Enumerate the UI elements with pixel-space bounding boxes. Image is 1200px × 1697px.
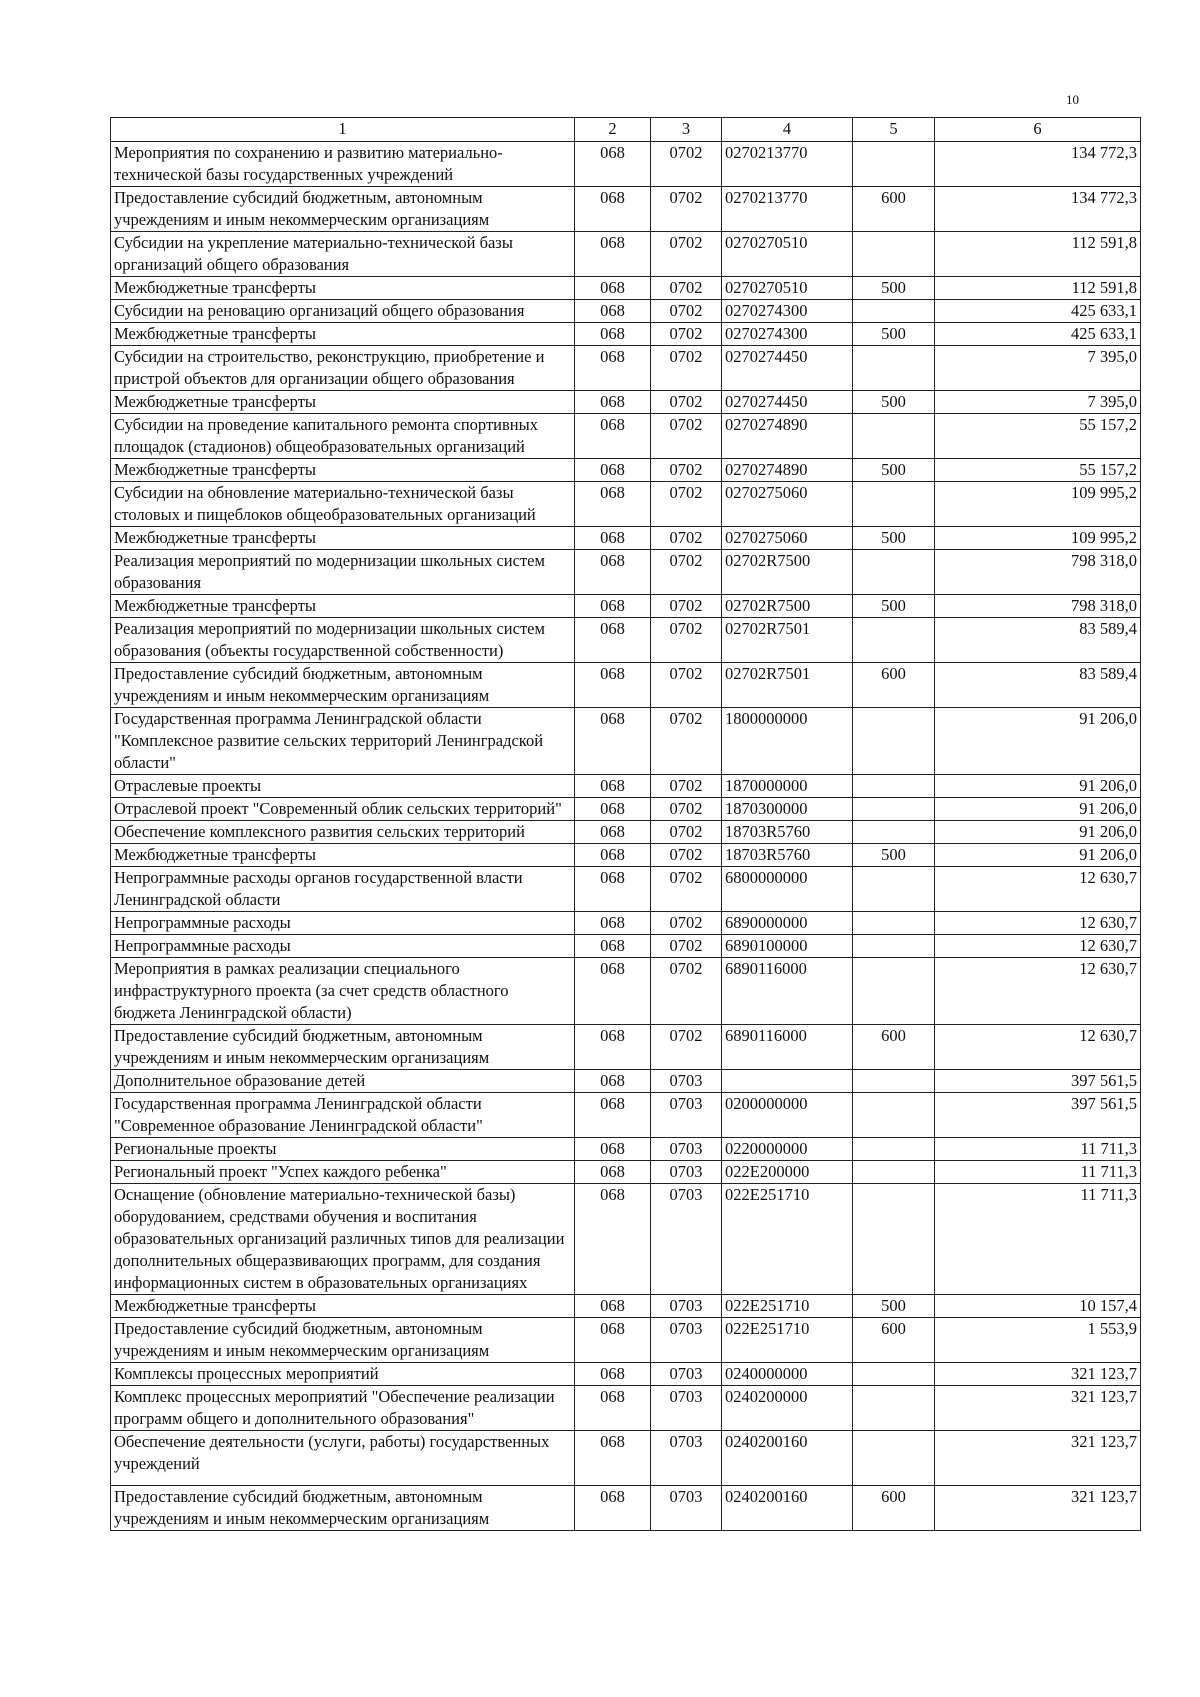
table-row xyxy=(111,618,1141,663)
section-code-cell: 0702 xyxy=(651,459,722,482)
section-code-cell: 0703 xyxy=(651,1138,722,1161)
amount-cell: 12 630,7 xyxy=(935,935,1141,958)
expense-type-cell: 600 xyxy=(853,187,935,232)
item-name-cell: Мероприятия по сохранению и развитию материально-технической базы государственных учреждений xyxy=(111,142,575,187)
amount-cell: 134 772,3 xyxy=(935,142,1141,187)
ministry-code-cell: 068 xyxy=(575,935,651,958)
item-name-cell: Оснащение (обновление материально-технической базы) оборудованием, средствами обучения и воспитания образовательных организаций различных типов для реализации дополнительных общеразвивающих программ, для создания информационных систем в образовательных организациях xyxy=(111,1184,575,1295)
expense-type-cell xyxy=(853,798,935,821)
ministry-code-cell: 068 xyxy=(575,798,651,821)
section-code-cell: 0702 xyxy=(651,232,722,277)
table-row xyxy=(111,414,1141,459)
amount-cell: 83 589,4 xyxy=(935,663,1141,708)
ministry-code-cell: 068 xyxy=(575,844,651,867)
expense-type-cell xyxy=(853,482,935,527)
expense-type-cell xyxy=(853,1161,935,1184)
expense-type-cell xyxy=(853,1184,935,1295)
section-code-cell: 0703 xyxy=(651,1386,722,1431)
target-article-cell: 6890100000 xyxy=(722,935,853,958)
expense-type-cell: 600 xyxy=(853,1025,935,1070)
table-row xyxy=(111,323,1141,346)
target-article-cell xyxy=(722,1070,853,1093)
section-code-cell: 0702 xyxy=(651,708,722,775)
target-article-cell: 0270274300 xyxy=(722,300,853,323)
ministry-code-cell: 068 xyxy=(575,142,651,187)
amount-cell: 11 711,3 xyxy=(935,1184,1141,1295)
ministry-code-cell: 068 xyxy=(575,1486,651,1531)
section-code-cell: 0702 xyxy=(651,346,722,391)
item-name-cell: Субсидии на укрепление материально-технической базы организаций общего образования xyxy=(111,232,575,277)
table-row xyxy=(111,595,1141,618)
section-code-cell: 0703 xyxy=(651,1184,722,1295)
section-code-cell: 0702 xyxy=(651,1025,722,1070)
item-name-cell: Обеспечение комплексного развития сельских территорий xyxy=(111,821,575,844)
amount-cell: 83 589,4 xyxy=(935,618,1141,663)
ministry-code-cell: 068 xyxy=(575,323,651,346)
table-row xyxy=(111,1363,1141,1386)
target-article-cell: 0240000000 xyxy=(722,1363,853,1386)
amount-cell: 7 395,0 xyxy=(935,346,1141,391)
target-article-cell: 0270274890 xyxy=(722,459,853,482)
section-code-cell: 0703 xyxy=(651,1431,722,1486)
table-row xyxy=(111,1070,1141,1093)
amount-cell: 112 591,8 xyxy=(935,232,1141,277)
ministry-code-cell: 068 xyxy=(575,1318,651,1363)
amount-cell: 321 123,7 xyxy=(935,1386,1141,1431)
column-header: 1 xyxy=(111,118,575,142)
item-name-cell: Государственная программа Ленинградской области "Современное образование Ленинградской области" xyxy=(111,1093,575,1138)
item-name-cell: Комплекс процессных мероприятий "Обеспечение реализации программ общего и дополнительного образования" xyxy=(111,1386,575,1431)
item-name-cell: Межбюджетные трансферты xyxy=(111,527,575,550)
target-article-cell: 0220000000 xyxy=(722,1138,853,1161)
ministry-code-cell: 068 xyxy=(575,618,651,663)
table-row xyxy=(111,1386,1141,1431)
section-code-cell: 0702 xyxy=(651,550,722,595)
ministry-code-cell: 068 xyxy=(575,1431,651,1486)
section-code-cell: 0703 xyxy=(651,1093,722,1138)
table-row xyxy=(111,459,1141,482)
ministry-code-cell: 068 xyxy=(575,1184,651,1295)
section-code-cell: 0702 xyxy=(651,277,722,300)
target-article-cell: 022E251710 xyxy=(722,1295,853,1318)
section-code-cell: 0702 xyxy=(651,663,722,708)
item-name-cell: Межбюджетные трансферты xyxy=(111,277,575,300)
section-code-cell: 0702 xyxy=(651,935,722,958)
section-code-cell: 0702 xyxy=(651,867,722,912)
expense-type-cell: 500 xyxy=(853,595,935,618)
target-article-cell: 6800000000 xyxy=(722,867,853,912)
item-name-cell: Отраслевой проект "Современный облик сельских территорий" xyxy=(111,798,575,821)
table-row xyxy=(111,798,1141,821)
item-name-cell: Субсидии на строительство, реконструкцию, приобретение и пристрой объектов для организации общего образования xyxy=(111,346,575,391)
item-name-cell: Межбюджетные трансферты xyxy=(111,595,575,618)
table-row xyxy=(111,775,1141,798)
amount-cell: 7 395,0 xyxy=(935,391,1141,414)
amount-cell: 12 630,7 xyxy=(935,867,1141,912)
column-header: 5 xyxy=(853,118,935,142)
section-code-cell: 0703 xyxy=(651,1363,722,1386)
section-code-cell: 0702 xyxy=(651,798,722,821)
item-name-cell: Субсидии на проведение капитального ремонта спортивных площадок (стадионов) общеобразовательных организаций xyxy=(111,414,575,459)
table-row xyxy=(111,663,1141,708)
ministry-code-cell: 068 xyxy=(575,1025,651,1070)
item-name-cell: Региональный проект "Успех каждого ребенка" xyxy=(111,1161,575,1184)
ministry-code-cell: 068 xyxy=(575,1093,651,1138)
expense-type-cell: 500 xyxy=(853,323,935,346)
section-code-cell: 0702 xyxy=(651,414,722,459)
section-code-cell: 0703 xyxy=(651,1161,722,1184)
table-row xyxy=(111,1295,1141,1318)
section-code-cell: 0702 xyxy=(651,618,722,663)
ministry-code-cell: 068 xyxy=(575,708,651,775)
table-row xyxy=(111,1093,1141,1138)
amount-cell: 134 772,3 xyxy=(935,187,1141,232)
target-article-cell: 1800000000 xyxy=(722,708,853,775)
section-code-cell: 0702 xyxy=(651,527,722,550)
item-name-cell: Предоставление субсидий бюджетным, автономным учреждениям и иным некоммерческим организациям xyxy=(111,1486,575,1531)
expense-type-cell: 500 xyxy=(853,459,935,482)
ministry-code-cell: 068 xyxy=(575,663,651,708)
ministry-code-cell: 068 xyxy=(575,482,651,527)
table-row xyxy=(111,277,1141,300)
expense-type-cell xyxy=(853,1093,935,1138)
target-article-cell: 0270274300 xyxy=(722,323,853,346)
item-name-cell: Непрограммные расходы органов государственной власти Ленинградской области xyxy=(111,867,575,912)
table-row xyxy=(111,550,1141,595)
ministry-code-cell: 068 xyxy=(575,867,651,912)
expense-type-cell: 600 xyxy=(853,1318,935,1363)
section-code-cell: 0702 xyxy=(651,391,722,414)
amount-cell: 798 318,0 xyxy=(935,595,1141,618)
section-code-cell: 0703 xyxy=(651,1070,722,1093)
target-article-cell: 0270274450 xyxy=(722,346,853,391)
expense-type-cell xyxy=(853,821,935,844)
amount-cell: 11 711,3 xyxy=(935,1138,1141,1161)
amount-cell: 91 206,0 xyxy=(935,821,1141,844)
expense-type-cell xyxy=(853,232,935,277)
target-article-cell: 022E200000 xyxy=(722,1161,853,1184)
amount-cell: 12 630,7 xyxy=(935,1025,1141,1070)
item-name-cell: Комплексы процессных мероприятий xyxy=(111,1363,575,1386)
amount-cell: 425 633,1 xyxy=(935,300,1141,323)
ministry-code-cell: 068 xyxy=(575,346,651,391)
ministry-code-cell: 068 xyxy=(575,1295,651,1318)
section-code-cell: 0703 xyxy=(651,1486,722,1531)
target-article-cell: 18703R5760 xyxy=(722,821,853,844)
amount-cell: 397 561,5 xyxy=(935,1070,1141,1093)
amount-cell: 798 318,0 xyxy=(935,550,1141,595)
target-article-cell: 18703R5760 xyxy=(722,844,853,867)
ministry-code-cell: 068 xyxy=(575,527,651,550)
item-name-cell: Предоставление субсидий бюджетным, автономным учреждениям и иным некоммерческим организациям xyxy=(111,663,575,708)
target-article-cell: 02702R7500 xyxy=(722,595,853,618)
expense-type-cell: 500 xyxy=(853,844,935,867)
target-article-cell: 02702R7501 xyxy=(722,618,853,663)
table-row xyxy=(111,1184,1141,1295)
table-row xyxy=(111,1138,1141,1161)
amount-cell: 321 123,7 xyxy=(935,1486,1141,1531)
section-code-cell: 0702 xyxy=(651,595,722,618)
target-article-cell: 0240200160 xyxy=(722,1431,853,1486)
ministry-code-cell: 068 xyxy=(575,414,651,459)
item-name-cell: Предоставление субсидий бюджетным, автономным учреждениям и иным некоммерческим организациям xyxy=(111,187,575,232)
target-article-cell: 0270270510 xyxy=(722,232,853,277)
amount-cell: 55 157,2 xyxy=(935,459,1141,482)
item-name-cell: Дополнительное образование детей xyxy=(111,1070,575,1093)
column-header: 3 xyxy=(651,118,722,142)
target-article-cell: 0240200000 xyxy=(722,1386,853,1431)
ministry-code-cell: 068 xyxy=(575,912,651,935)
target-article-cell: 02702R7500 xyxy=(722,550,853,595)
amount-cell: 11 711,3 xyxy=(935,1161,1141,1184)
column-header: 6 xyxy=(935,118,1141,142)
amount-cell: 1 553,9 xyxy=(935,1318,1141,1363)
table-row xyxy=(111,1161,1141,1184)
expense-type-cell xyxy=(853,142,935,187)
ministry-code-cell: 068 xyxy=(575,595,651,618)
item-name-cell: Обеспечение деятельности (услуги, работы) государственных учреждений xyxy=(111,1431,575,1486)
section-code-cell: 0702 xyxy=(651,300,722,323)
section-code-cell: 0702 xyxy=(651,844,722,867)
expense-type-cell xyxy=(853,708,935,775)
table-row xyxy=(111,482,1141,527)
expense-type-cell xyxy=(853,1363,935,1386)
target-article-cell: 0200000000 xyxy=(722,1093,853,1138)
item-name-cell: Предоставление субсидий бюджетным, автономным учреждениям и иным некоммерческим организациям xyxy=(111,1318,575,1363)
ministry-code-cell: 068 xyxy=(575,300,651,323)
target-article-cell: 6890000000 xyxy=(722,912,853,935)
table-row xyxy=(111,821,1141,844)
table-row xyxy=(111,1318,1141,1363)
amount-cell: 397 561,5 xyxy=(935,1093,1141,1138)
item-name-cell: Субсидии на обновление материально-технической базы столовых и пищеблоков общеобразовательных организаций xyxy=(111,482,575,527)
section-code-cell: 0702 xyxy=(651,323,722,346)
amount-cell: 91 206,0 xyxy=(935,775,1141,798)
item-name-cell: Межбюджетные трансферты xyxy=(111,323,575,346)
column-header: 4 xyxy=(722,118,853,142)
item-name-cell: Реализация мероприятий по модернизации школьных систем образования xyxy=(111,550,575,595)
table-row xyxy=(111,346,1141,391)
ministry-code-cell: 068 xyxy=(575,1161,651,1184)
target-article-cell: 6890116000 xyxy=(722,1025,853,1070)
amount-cell: 12 630,7 xyxy=(935,912,1141,935)
item-name-cell: Субсидии на реновацию организаций общего образования xyxy=(111,300,575,323)
table-row xyxy=(111,142,1141,187)
item-name-cell: Отраслевые проекты xyxy=(111,775,575,798)
expense-type-cell: 500 xyxy=(853,391,935,414)
expense-type-cell xyxy=(853,1070,935,1093)
column-header: 2 xyxy=(575,118,651,142)
target-article-cell: 1870300000 xyxy=(722,798,853,821)
table-body xyxy=(111,142,1141,1531)
target-article-cell: 0270275060 xyxy=(722,482,853,527)
ministry-code-cell: 068 xyxy=(575,775,651,798)
table-row xyxy=(111,187,1141,232)
table-row xyxy=(111,527,1141,550)
expense-type-cell: 500 xyxy=(853,527,935,550)
target-article-cell: 1870000000 xyxy=(722,775,853,798)
amount-cell: 55 157,2 xyxy=(935,414,1141,459)
expense-type-cell: 600 xyxy=(853,1486,935,1531)
amount-cell: 109 995,2 xyxy=(935,527,1141,550)
item-name-cell: Межбюджетные трансферты xyxy=(111,1295,575,1318)
table-row xyxy=(111,867,1141,912)
table-row xyxy=(111,935,1141,958)
ministry-code-cell: 068 xyxy=(575,232,651,277)
expense-type-cell xyxy=(853,935,935,958)
section-code-cell: 0702 xyxy=(651,912,722,935)
item-name-cell: Непрограммные расходы xyxy=(111,912,575,935)
amount-cell: 91 206,0 xyxy=(935,844,1141,867)
target-article-cell: 0270213770 xyxy=(722,142,853,187)
expense-type-cell xyxy=(853,1431,935,1486)
item-name-cell: Межбюджетные трансферты xyxy=(111,459,575,482)
item-name-cell: Региональные проекты xyxy=(111,1138,575,1161)
expense-type-cell xyxy=(853,618,935,663)
item-name-cell: Межбюджетные трансферты xyxy=(111,391,575,414)
section-code-cell: 0702 xyxy=(651,187,722,232)
amount-cell: 91 206,0 xyxy=(935,708,1141,775)
ministry-code-cell: 068 xyxy=(575,391,651,414)
ministry-code-cell: 068 xyxy=(575,277,651,300)
ministry-code-cell: 068 xyxy=(575,821,651,844)
target-article-cell: 0240200160 xyxy=(722,1486,853,1531)
table-row xyxy=(111,708,1141,775)
expense-type-cell xyxy=(853,958,935,1025)
target-article-cell: 0270270510 xyxy=(722,277,853,300)
amount-cell: 112 591,8 xyxy=(935,277,1141,300)
target-article-cell: 0270275060 xyxy=(722,527,853,550)
budget-table xyxy=(110,117,1141,1531)
expense-type-cell xyxy=(853,414,935,459)
table-row xyxy=(111,844,1141,867)
ministry-code-cell: 068 xyxy=(575,550,651,595)
expense-type-cell xyxy=(853,1386,935,1431)
item-name-cell: Предоставление субсидий бюджетным, автономным учреждениям и иным некоммерческим организациям xyxy=(111,1025,575,1070)
expense-type-cell xyxy=(853,1138,935,1161)
expense-type-cell xyxy=(853,912,935,935)
page-number: 10 xyxy=(1066,92,1079,107)
target-article-cell: 6890116000 xyxy=(722,958,853,1025)
amount-cell: 91 206,0 xyxy=(935,798,1141,821)
ministry-code-cell: 068 xyxy=(575,1386,651,1431)
target-article-cell: 0270213770 xyxy=(722,187,853,232)
section-code-cell: 0702 xyxy=(651,958,722,1025)
section-code-cell: 0703 xyxy=(651,1318,722,1363)
table-row xyxy=(111,1486,1141,1531)
table-row xyxy=(111,912,1141,935)
ministry-code-cell: 068 xyxy=(575,958,651,1025)
item-name-cell: Государственная программа Ленинградской области "Комплексное развитие сельских территорий Ленинградской области" xyxy=(111,708,575,775)
expense-type-cell xyxy=(853,346,935,391)
ministry-code-cell: 068 xyxy=(575,1138,651,1161)
expense-type-cell xyxy=(853,867,935,912)
amount-cell: 321 123,7 xyxy=(935,1363,1141,1386)
table-row xyxy=(111,1431,1141,1486)
amount-cell: 109 995,2 xyxy=(935,482,1141,527)
target-article-cell: 0270274450 xyxy=(722,391,853,414)
section-code-cell: 0702 xyxy=(651,142,722,187)
expense-type-cell: 600 xyxy=(853,663,935,708)
amount-cell: 321 123,7 xyxy=(935,1431,1141,1486)
target-article-cell: 0270274890 xyxy=(722,414,853,459)
table-row xyxy=(111,300,1141,323)
target-article-cell: 02702R7501 xyxy=(722,663,853,708)
target-article-cell: 022E251710 xyxy=(722,1184,853,1295)
header-row xyxy=(111,118,1141,142)
amount-cell: 425 633,1 xyxy=(935,323,1141,346)
item-name-cell: Реализация мероприятий по модернизации школьных систем образования (объекты государственной собственности) xyxy=(111,618,575,663)
ministry-code-cell: 068 xyxy=(575,459,651,482)
target-article-cell: 022E251710 xyxy=(722,1318,853,1363)
ministry-code-cell: 068 xyxy=(575,1363,651,1386)
expense-type-cell xyxy=(853,300,935,323)
item-name-cell: Непрограммные расходы xyxy=(111,935,575,958)
expense-type-cell: 500 xyxy=(853,1295,935,1318)
amount-cell: 10 157,4 xyxy=(935,1295,1141,1318)
ministry-code-cell: 068 xyxy=(575,187,651,232)
item-name-cell: Межбюджетные трансферты xyxy=(111,844,575,867)
expense-type-cell: 500 xyxy=(853,277,935,300)
ministry-code-cell: 068 xyxy=(575,1070,651,1093)
table-row xyxy=(111,1025,1141,1070)
item-name-cell: Мероприятия в рамках реализации специального инфраструктурного проекта (за счет средств областного бюджета Ленинградской области) xyxy=(111,958,575,1025)
table-row xyxy=(111,232,1141,277)
section-code-cell: 0702 xyxy=(651,482,722,527)
expense-type-cell xyxy=(853,550,935,595)
expense-type-cell xyxy=(853,775,935,798)
section-code-cell: 0702 xyxy=(651,821,722,844)
section-code-cell: 0703 xyxy=(651,1295,722,1318)
amount-cell: 12 630,7 xyxy=(935,958,1141,1025)
section-code-cell: 0702 xyxy=(651,775,722,798)
table-row xyxy=(111,958,1141,1025)
table-row xyxy=(111,391,1141,414)
